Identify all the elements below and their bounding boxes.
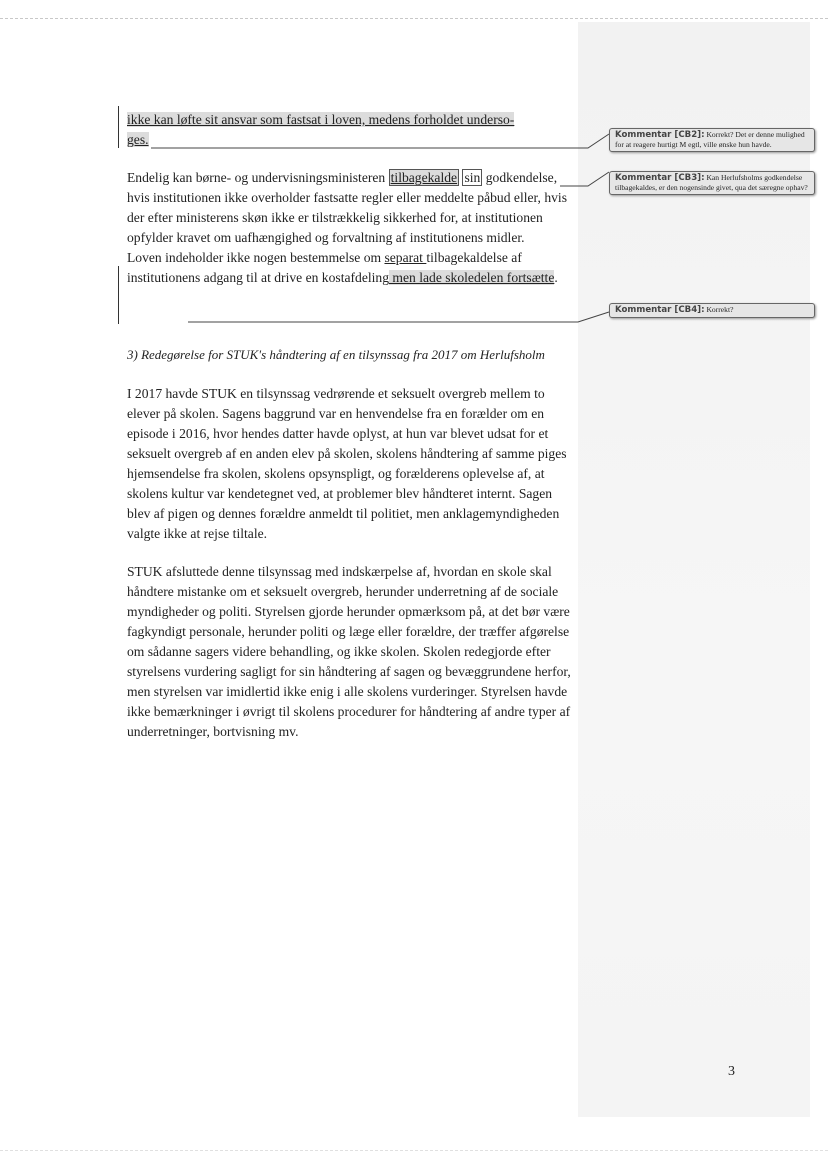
- comment-cb4-text: Korrekt?: [706, 305, 734, 314]
- comment-cb3-label: Kommentar [CB3]:: [615, 173, 705, 183]
- paragraph-1: [127, 384, 572, 544]
- law-text-middle: tilbagekaldelse af institutionens adgang til at drive en kostafdeling: [127, 250, 522, 285]
- law-paragraph: [127, 248, 572, 288]
- top-paragraph-line1: ikke kan løfte sit ansvar som fastsat i loven, medens forholdet underso-: [127, 112, 515, 127]
- minister-paragraph: [127, 168, 572, 288]
- revoke-word-highlight[interactable]: tilbagekalde: [390, 170, 458, 185]
- top-paragraph: [127, 110, 572, 150]
- sin-word-highlight[interactable]: sin: [464, 170, 481, 185]
- paragraph-1-text: I 2017 havde STUK en tilsynssag vedrørende et seksuelt overgreb mellem to elever på skolen. Sagens baggrund var en henvendelse fra en forælder om en episode i 2016, hvor hendes datter havde oplyst, at hun var blevet udsat for et seksuelt overgreb af en anden elev på skolen, skolens håndtering af samme piges hjemsendelse fra skolen, skolens opsynspligt, og forælderens oplevelse af, at skolens kultur var kendetegnet ved, at problemer blev håndteret internt. Sagen blev af pigen og dennes forældre anmeldt til politiet, men anklagemyndigheden valgte ikke at rejse tiltale.: [127, 386, 567, 541]
- comment-cb2[interactable]: [609, 128, 815, 152]
- paragraph-2: [127, 562, 572, 742]
- comment-cb4-label: Kommentar [CB4]:: [615, 305, 705, 315]
- law-text-start: Loven indeholder ikke nogen bestemmelse om: [127, 250, 385, 265]
- comment-cb3-text: Kan Herlufsholms godkendelse tilbagekaldes, er den nogensinde givet, qua det særegne ophav?: [615, 173, 808, 192]
- minister-text-rest: godkendelse, hvis institutionen ikke overholder fastsatte regler eller meddelte påbud eller, hvis der efter ministerens skøn ikke er tilstrækkelig sikkerhed for, at institutionen opfylder kravet om uafhængighed og forvaltning af institutionens midler.: [127, 170, 567, 245]
- comment-cb2-text: Korrekt? Det er denne mulighed for at reagere hurtigt M egtl, ville ønske hun havde.: [615, 130, 805, 149]
- comment-cb4[interactable]: [609, 303, 815, 318]
- section-heading: 3) Redegørelse for STUK's håndtering af en tilsynssag fra 2017 om Herlufsholm: [127, 347, 545, 362]
- law-highlight-continue[interactable]: men lade skoledelen fortsætte: [389, 270, 555, 285]
- bottom-scan-edge: [0, 1150, 828, 1151]
- law-text-end: .: [554, 270, 558, 285]
- minister-text-start: Endelig kan børne- og undervisningsministeren: [127, 170, 389, 185]
- comment-cb3[interactable]: [609, 171, 815, 195]
- comment-cb2-label: Kommentar [CB2]:: [615, 130, 705, 140]
- page-number: 3: [728, 1064, 735, 1079]
- law-separat-underlined: separat: [384, 250, 427, 265]
- top-paragraph-line2: ges.: [127, 132, 149, 147]
- paragraph-2-text: STUK afsluttede denne tilsynssag med indskærpelse af, hvordan en skole skal håndtere mistanke om et seksuelt overgreb, herunder underretning af de sociale myndigheder og politi. Styrelsen gjorde herunder opmærksom på, at det bør være fagkyndigt personale, herunder politi og læge eller forældre, der træffer afgørelse om sådanne sagers videre behandling, og ikke skolen. Skolen redegjorde efter styrelsens vurdering sagligt for sin håndtering af sagen og bevæggrundene herfor, men styrelsen var imidlertid ikke enig i alle skolens vurderinger. Styrelsen havde ikke bemærkninger i øvrigt til skolens procedurer for håndtering af andre typer af underretninger, bortvisning mv.: [127, 564, 571, 739]
